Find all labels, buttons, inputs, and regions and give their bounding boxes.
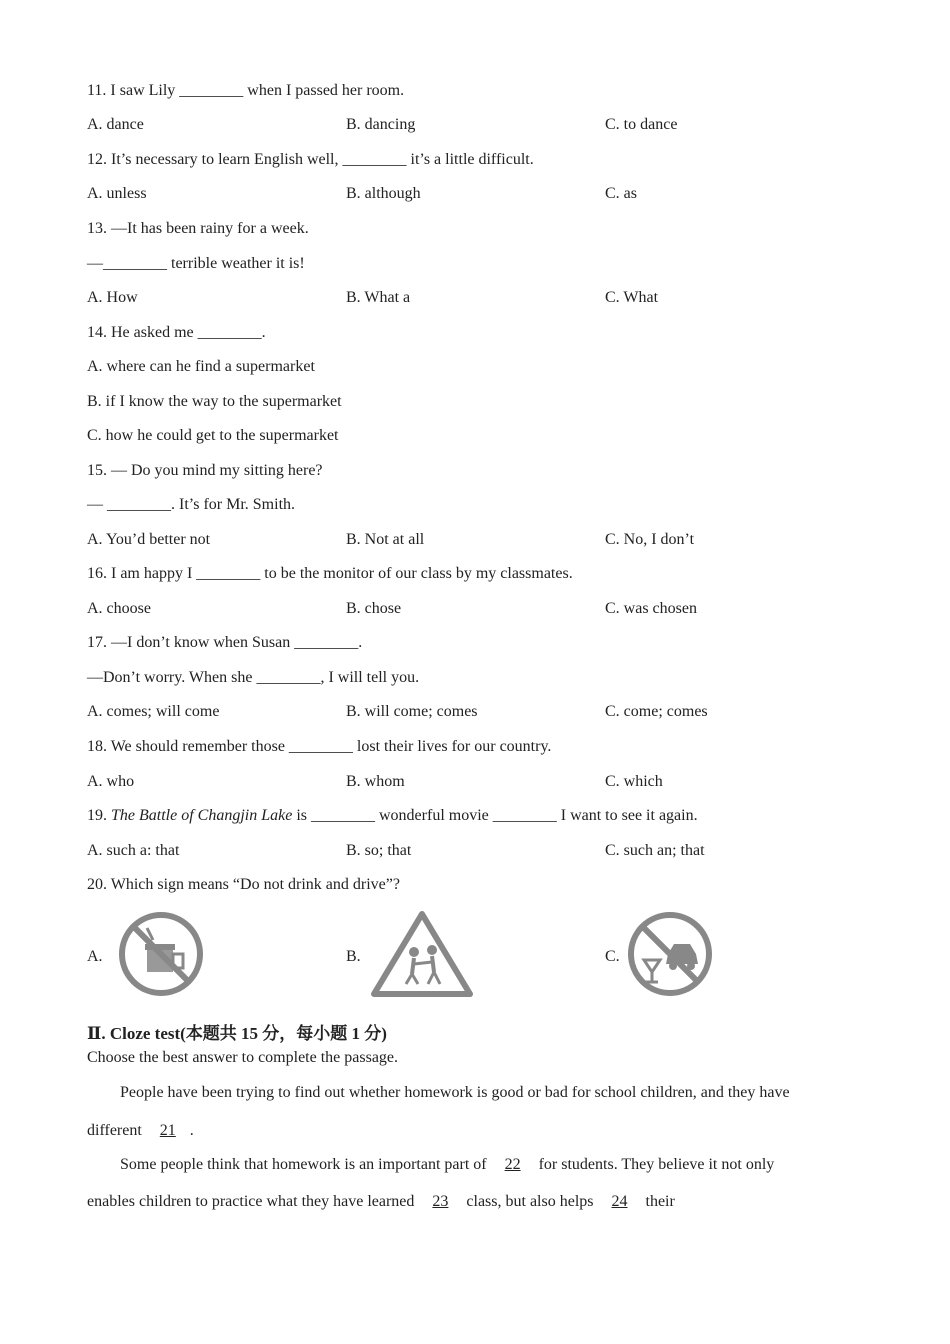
q19-option-c: C. such an; that: [605, 842, 705, 859]
blank-22[interactable]: 22: [504, 1156, 521, 1173]
q19-option-a: A. such a: that: [87, 842, 180, 859]
cloze-text: Some people think that homework is an important part of: [120, 1156, 491, 1173]
q13-option-c: C. What: [605, 289, 659, 306]
cloze-text: enables children to practice what they have learned: [87, 1193, 419, 1210]
q20-option-c: C.: [605, 948, 620, 965]
q20-option-b: B.: [346, 948, 361, 965]
q19-number: 19.: [87, 807, 111, 824]
q18-option-a: A. who: [87, 773, 135, 790]
q14-option-b: B. if I know the way to the supermarket: [87, 393, 342, 410]
question-14-stem: 14. He asked me ________.: [87, 324, 266, 341]
q12-option-c: C. as: [605, 185, 637, 202]
no-drink-drive-sign-icon: [626, 910, 714, 998]
q11-option-a: A. dance: [87, 116, 144, 133]
q20-option-a: A.: [87, 948, 103, 965]
q14-option-a: A. where can he find a supermarket: [87, 358, 315, 375]
blank-24[interactable]: 24: [611, 1193, 628, 1210]
blank-23[interactable]: 23: [432, 1193, 449, 1210]
question-16-stem: 16. I am happy I ________ to be the monitor of our class by my classmates.: [87, 565, 573, 582]
cloze-paragraph-1-line-2: different 21 .: [87, 1122, 194, 1139]
q11-option-b: B. dancing: [346, 116, 416, 133]
cloze-text: different: [87, 1122, 146, 1139]
cloze-text: their: [641, 1193, 675, 1210]
cloze-paragraph-1-line-1: People have been trying to find out whether homework is good or bad for school children, and they have: [120, 1084, 790, 1101]
question-13-stem: 13. —It has been rainy for a week.: [87, 220, 309, 237]
q18-option-c: C. which: [605, 773, 663, 790]
q12-option-a: A. unless: [87, 185, 147, 202]
question-15-stem: 15. — Do you mind my sitting here?: [87, 462, 323, 479]
cloze-text: for students. They believe it not only: [534, 1156, 775, 1173]
question-12-stem: 12. It’s necessary to learn English well, ________ it’s a little difficult.: [87, 151, 534, 168]
question-19-stem: [87, 806, 698, 826]
question-20-stem: 20. Which sign means “Do not drink and drive”?: [87, 876, 400, 893]
q19-movie-title: The Battle of Changjin Lake: [111, 807, 293, 824]
q17-option-b: B. will come; comes: [346, 703, 478, 720]
q11-option-c: C. to dance: [605, 116, 678, 133]
question-13-stem-reply: —________ terrible weather it is!: [87, 255, 305, 272]
question-17-stem-reply: —Don’t worry. When she ________, I will tell you.: [87, 669, 420, 686]
question-17-stem: 17. —I don’t know when Susan ________.: [87, 634, 363, 651]
q14-option-c: C. how he could get to the supermarket: [87, 427, 339, 444]
q17-option-a: A. comes; will come: [87, 703, 220, 720]
q18-option-b: B. whom: [346, 773, 405, 790]
children-crossing-warning-sign-icon: [370, 910, 474, 998]
q15-option-a: A. You’d better not: [87, 531, 211, 548]
q19-option-b: B. so; that: [346, 842, 412, 859]
cloze-paragraph-2-line-2: [87, 1192, 675, 1212]
q16-option-c: C. was chosen: [605, 600, 697, 617]
blank-21[interactable]: 21: [159, 1122, 176, 1139]
no-food-drink-sign-icon: [117, 910, 205, 998]
q16-option-b: B. chose: [346, 600, 402, 617]
q16-option-a: A. choose: [87, 600, 151, 617]
q19-stem-rest: is ________ wonderful movie ________ I want to see it again.: [292, 807, 698, 824]
question-18-stem: 18. We should remember those ________ lost their lives for our country.: [87, 738, 552, 755]
cloze-instruction: Choose the best answer to complete the passage.: [87, 1049, 399, 1066]
question-15-stem-reply: — ________. It’s for Mr. Smith.: [87, 496, 296, 513]
section-2-heading: Ⅱ. Cloze test(本题共 15 分，每小题 1 分): [87, 1024, 387, 1043]
cloze-text: class, but also helps: [462, 1193, 598, 1210]
q15-option-c: C. No, I don’t: [605, 531, 695, 548]
cloze-paragraph-2-line-1: [120, 1155, 774, 1175]
q12-option-b: B. although: [346, 185, 421, 202]
q17-option-c: C. come; comes: [605, 703, 708, 720]
question-11-stem: 11. I saw Lily ________ when I passed her room.: [87, 82, 405, 99]
q13-option-a: A. How: [87, 289, 138, 306]
q15-option-b: B. Not at all: [346, 531, 425, 548]
q13-option-b: B. What a: [346, 289, 411, 306]
